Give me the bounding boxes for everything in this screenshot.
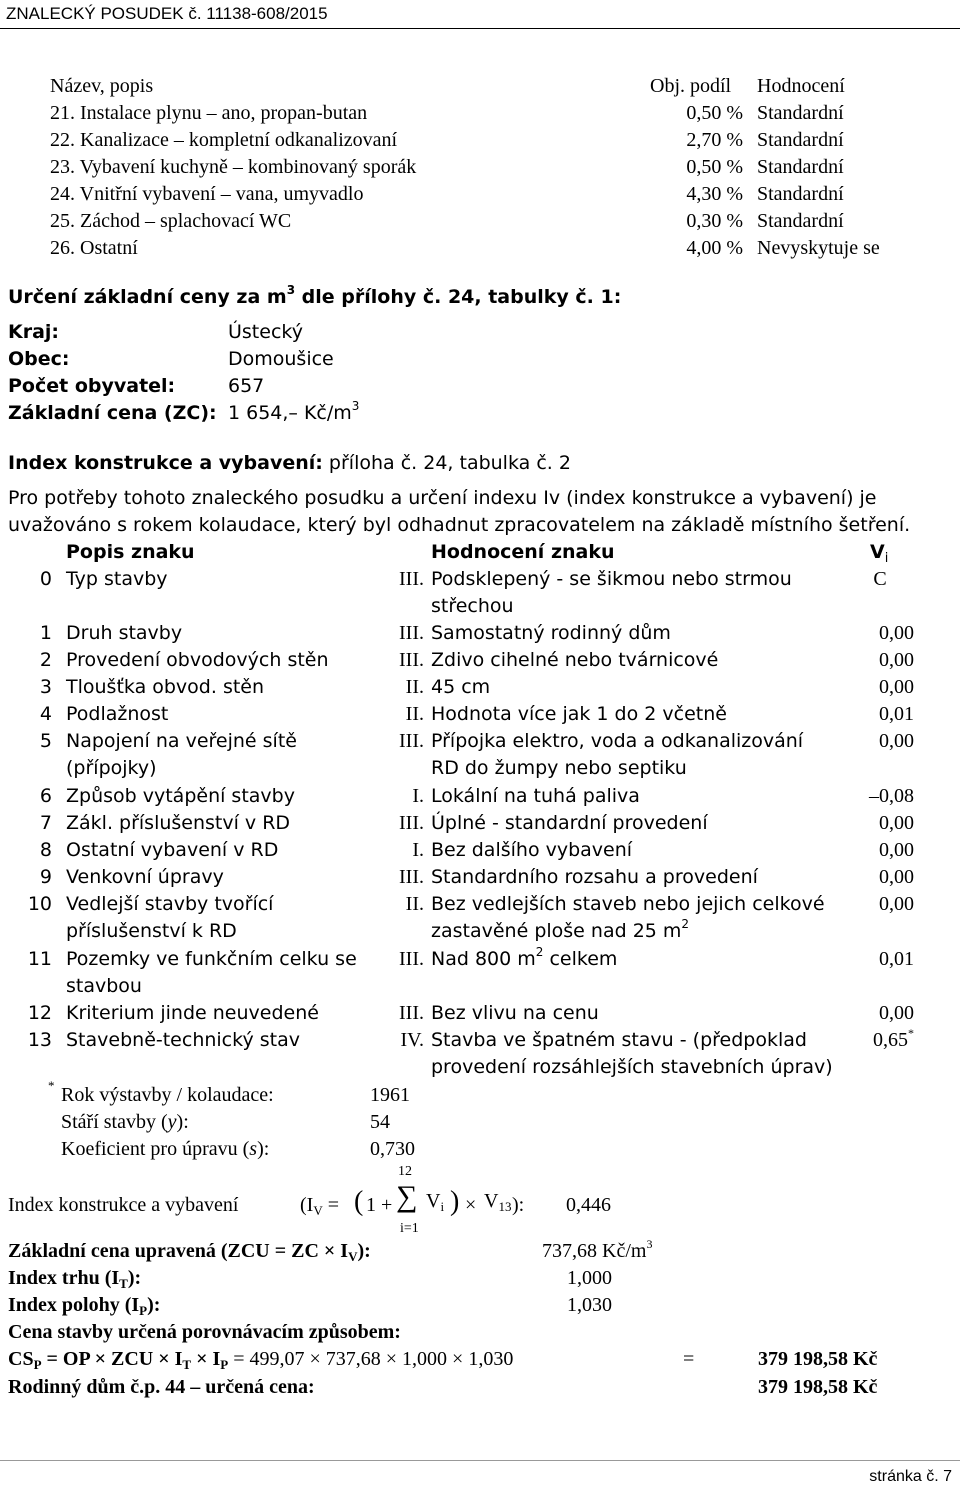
zcu-value: 737,68 $Kč/m^3$ bbox=[542, 1237, 653, 1262]
equipment-row-name: 22. Kanalizace – kompletní odkanalizovaní bbox=[50, 129, 398, 151]
zc-label: Základní cena (ZC): bbox=[8, 402, 217, 424]
index-row-description: Podlažnost bbox=[66, 703, 169, 725]
index-row-number: 1 bbox=[39, 622, 52, 644]
index-row-number: 10 bbox=[27, 893, 52, 915]
formula-times: × bbox=[465, 1194, 477, 1216]
index-row-rating-cont: provedení rozsáhlejších stavebních úprav) bbox=[431, 1056, 833, 1078]
formula-vi: $V_i$ bbox=[426, 1190, 445, 1214]
index-row-rating: Bez vedlejších staveb nebo jejich celkové bbox=[431, 893, 825, 915]
equipment-row-rating: Standardní bbox=[757, 156, 844, 178]
equipment-row-name: 21. Instalace plynu – ano, propan-butan bbox=[50, 102, 368, 124]
index-row-class: II. bbox=[405, 893, 424, 915]
index-row-number: 9 bbox=[39, 866, 52, 888]
index-polohy-label: Index polohy $(I_P)$: bbox=[8, 1294, 161, 1318]
page-number: stránka č. 7 bbox=[869, 1468, 952, 1485]
equipment-row-share: 0,50 % bbox=[686, 102, 743, 124]
index-row-class: I. bbox=[412, 785, 424, 807]
index-row-class: II. bbox=[405, 676, 424, 698]
index-row-description: Vedlejší stavby tvořící bbox=[66, 893, 274, 915]
index-row-value: 0,01 bbox=[879, 948, 914, 970]
csp-equals: = bbox=[683, 1348, 695, 1370]
index-row-class: IV. bbox=[400, 1029, 424, 1051]
index-row-class: III. bbox=[399, 812, 424, 834]
index-row-description: Stavebně-technický stav bbox=[66, 1029, 300, 1051]
obec-value: Domoušice bbox=[228, 348, 334, 370]
index-row-value: 0,00 bbox=[879, 839, 914, 861]
rok-value: 1961 bbox=[370, 1084, 410, 1106]
zc-value: 1 654,– $Kč/m^3$ bbox=[228, 399, 360, 424]
index-row-number: 6 bbox=[39, 785, 52, 807]
index-row-rating: Podsklepený - se šikmou nebo strmou bbox=[431, 568, 792, 590]
index-row-description-cont: (přípojky) bbox=[66, 757, 157, 779]
formula-one-plus: 1 + bbox=[366, 1194, 393, 1216]
index-row-value: 0,01 bbox=[879, 703, 914, 725]
equipment-row-rating: Standardní bbox=[757, 210, 844, 232]
sum-upper-limit: 12 bbox=[398, 1164, 412, 1179]
formula-lhs: ($I_V$ = bbox=[300, 1194, 339, 1218]
sum-lower-limit: i=1 bbox=[400, 1221, 419, 1236]
equipment-row-share: 4,00 % bbox=[686, 237, 743, 259]
index-row-rating: Standardního rozsahu a provedení bbox=[431, 866, 758, 888]
formula-open-paren: ( bbox=[354, 1186, 364, 1217]
page-header bbox=[0, 0, 960, 29]
index-row-number: 11 bbox=[27, 948, 52, 970]
formula-label: Index konstrukce a vybavení bbox=[8, 1194, 239, 1216]
index-row-value: –0,08 bbox=[869, 785, 914, 807]
sigma-symbol: ∑ bbox=[396, 1180, 418, 1213]
index-row-value: 0,00 bbox=[879, 622, 914, 644]
index-row-value: 0,65* bbox=[873, 1026, 914, 1051]
equipment-row-rating: Standardní bbox=[757, 129, 844, 151]
index-row-rating-cont: zastavěné ploše nad 25 $m^2$ bbox=[431, 917, 690, 942]
index-row-rating: Bez vlivu na cenu bbox=[431, 1002, 599, 1024]
index-row-number: 2 bbox=[39, 649, 52, 671]
index-paragraph-line-1: Pro potřeby tohoto znaleckého posudku a určení indexu Iv (index konstrukce a vybavení) je bbox=[8, 487, 877, 509]
index-row-value: 0,00 bbox=[879, 730, 914, 752]
stari-label: Stáří stavby (y): bbox=[61, 1111, 189, 1133]
index-row-number: 13 bbox=[27, 1029, 52, 1051]
index-row-class: III. bbox=[399, 1002, 424, 1024]
index-row-number: 0 bbox=[39, 568, 52, 590]
obec-label: Obec: bbox=[8, 348, 70, 370]
col-popis-header: Popis znaku bbox=[66, 541, 195, 563]
equipment-row-share: 2,70 % bbox=[686, 129, 743, 151]
index-row-class: I. bbox=[412, 839, 424, 861]
index-row-value: 0,00 bbox=[879, 893, 914, 915]
document-title: ZNALECKÝ POSUDEK č. 11138-608/2015 bbox=[6, 4, 328, 23]
index-row-rating: Úplné - standardní provedení bbox=[431, 812, 708, 834]
index-row-class: III. bbox=[399, 568, 424, 590]
zcu-label: Základní cena upravená (ZCU = ZC × $I_V$): bbox=[8, 1240, 371, 1264]
index-row-rating: Samostatný rodinný dům bbox=[431, 622, 671, 644]
index-row-description: Pozemky ve funkčním celku se bbox=[66, 948, 357, 970]
index-row-number: 4 bbox=[39, 703, 52, 725]
index-polohy-value: 1,030 bbox=[567, 1294, 612, 1316]
index-row-rating: Přípojka elektro, voda a odkanalizování bbox=[431, 730, 804, 752]
index-row-rating: Stavba ve špatném stavu - (předpoklad bbox=[431, 1029, 807, 1051]
index-row-rating-cont: střechou bbox=[431, 595, 514, 617]
index-row-description: Typ stavby bbox=[66, 568, 168, 590]
formula-close-paren: ) bbox=[450, 1186, 460, 1217]
index-row-description: Způsob vytápění stavby bbox=[66, 785, 295, 807]
index-heading: Index konstrukce a vybavení: příloha č. 24, tabulka č. 2 bbox=[8, 452, 571, 474]
index-row-number: 7 bbox=[39, 812, 52, 834]
kraj-value: Ústecký bbox=[228, 321, 303, 343]
pocet-label: Počet obyvatel: bbox=[8, 375, 176, 397]
col-share-header: Obj. podíl bbox=[650, 75, 732, 97]
col-name-header: Název, popis bbox=[50, 75, 154, 97]
equipment-row-rating: Standardní bbox=[757, 183, 844, 205]
equipment-row-rating: Nevyskytuje se bbox=[757, 237, 880, 259]
koef-value: 0,730 bbox=[370, 1138, 415, 1160]
index-row-rating: Hodnota více jak 1 do 2 včetně bbox=[431, 703, 727, 725]
equipment-row-rating: Standardní bbox=[757, 102, 844, 124]
index-row-description: Druh stavby bbox=[66, 622, 183, 644]
index-row-value: 0,00 bbox=[879, 812, 914, 834]
index-row-rating: Lokální na tuhá paliva bbox=[431, 785, 640, 807]
stari-value: 54 bbox=[370, 1111, 390, 1133]
index-row-class: III. bbox=[399, 730, 424, 752]
rd-value: 379 198,58 Kč bbox=[758, 1376, 878, 1398]
csp-result: 379 198,58 Kč bbox=[758, 1348, 878, 1370]
kraj-label: Kraj: bbox=[8, 321, 60, 343]
index-row-rating: Bez dalšího vybavení bbox=[431, 839, 633, 861]
index-row-description: Kriterium jinde neuvedené bbox=[66, 1002, 319, 1024]
index-row-class: III. bbox=[399, 866, 424, 888]
index-row-rating: Zdivo cihelné nebo tvárnicové bbox=[431, 649, 719, 671]
col-hodnoceni-header: Hodnocení znaku bbox=[431, 541, 615, 563]
koef-label: Koeficient pro úpravu (s): bbox=[61, 1138, 270, 1160]
index-row-description: Tloušťka obvod. stěn bbox=[66, 676, 265, 698]
index-row-description: Provedení obvodových stěn bbox=[66, 649, 329, 671]
index-row-description: Zákl. příslušenství v RD bbox=[66, 812, 291, 834]
index-row-value: C bbox=[873, 568, 887, 590]
index-row-value: 0,00 bbox=[879, 649, 914, 671]
index-row-class: III. bbox=[399, 649, 424, 671]
rok-label: Rok výstavby / kolaudace: bbox=[61, 1084, 274, 1106]
index-trhu-value: 1,000 bbox=[567, 1267, 612, 1289]
index-row-number: 8 bbox=[39, 839, 52, 861]
index-row-description-cont: stavbou bbox=[66, 975, 142, 997]
base-price-heading: Určení základní ceny za $m^3$ dle přílohy č. 24, tabulky č. 1: bbox=[8, 283, 622, 308]
index-row-rating: Nad 800 $m^2$ celkem bbox=[431, 945, 618, 970]
index-row-number: 12 bbox=[27, 1002, 52, 1024]
index-row-description: Napojení na veřejné sítě bbox=[66, 730, 297, 752]
csp-formula: $CS_P$ = OP × ZCU × $I_T \times I_P = 499,07 \times 737,68 \times 1,000 \times 1,030$ bbox=[8, 1348, 514, 1372]
equipment-row-name: 25. Záchod – splachovací WC bbox=[50, 210, 292, 232]
formula-value: 0,446 bbox=[566, 1194, 611, 1216]
index-paragraph-line-2: uvažováno s rokem kolaudace, který byl odhadnut zpracovatelem na základě místního šetření. bbox=[8, 514, 911, 536]
index-trhu-label: Index trhu $(I_T)$: bbox=[8, 1267, 142, 1291]
index-row-rating: 45 cm bbox=[431, 676, 491, 698]
cena-heading: Cena stavby určená porovnávacím způsobem: bbox=[8, 1321, 401, 1343]
index-row-class: III. bbox=[399, 622, 424, 644]
index-row-number: 5 bbox=[39, 730, 52, 752]
col-rating-header: Hodnocení bbox=[757, 75, 845, 97]
equipment-row-name: 26. Ostatní bbox=[50, 237, 138, 259]
equipment-row-name: 23. Vybavení kuchyně – kombinovaný sporák bbox=[50, 156, 417, 178]
equipment-row-share: 4,30 % bbox=[686, 183, 743, 205]
index-row-number: 3 bbox=[39, 676, 52, 698]
pocet-value: 657 bbox=[228, 375, 265, 397]
index-row-description: Venkovní úpravy bbox=[66, 866, 224, 888]
footnote-star: * bbox=[48, 1078, 55, 1093]
equipment-row-share: 0,30 % bbox=[686, 210, 743, 232]
index-row-description-cont: příslušenství k RD bbox=[66, 920, 237, 942]
footer-divider bbox=[0, 1460, 960, 1461]
index-row-value: 0,00 bbox=[879, 676, 914, 698]
index-row-class: III. bbox=[399, 948, 424, 970]
index-row-value: 0,00 bbox=[879, 866, 914, 888]
index-row-value: 0,00 bbox=[879, 1002, 914, 1024]
rd-label: Rodinný dům č.p. 44 – určená cena: bbox=[8, 1376, 315, 1398]
equipment-row-name: 24. Vnitřní vybavení – vana, umyvadlo bbox=[50, 183, 364, 205]
formula-close: ): bbox=[512, 1194, 525, 1216]
index-row-description: Ostatní vybavení v RD bbox=[66, 839, 279, 861]
col-v-header: $V_i$ bbox=[870, 541, 889, 566]
equipment-row-share: 0,50 % bbox=[686, 156, 743, 178]
index-row-class: II. bbox=[405, 703, 424, 725]
formula-v13: $V_{13}$ bbox=[484, 1190, 512, 1214]
index-row-rating-cont: RD do žumpy nebo septiku bbox=[431, 757, 687, 779]
